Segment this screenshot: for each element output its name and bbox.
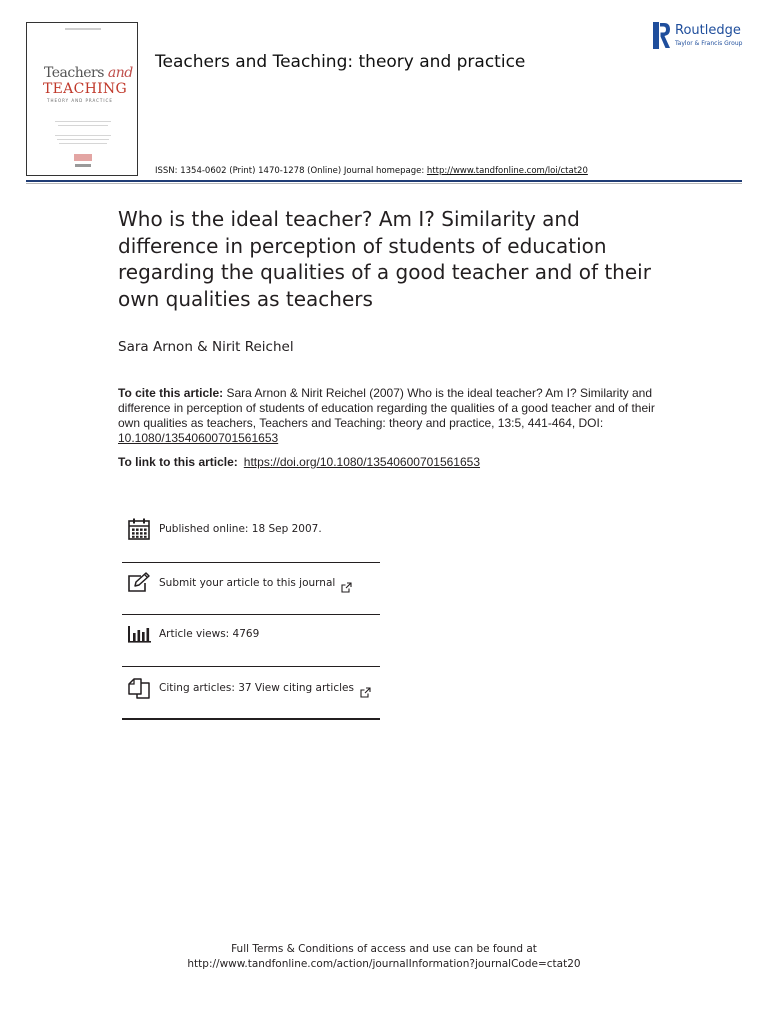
submit-row[interactable] <box>127 570 352 596</box>
external-link-icon <box>360 683 371 694</box>
cover-publisher-logo <box>74 154 92 161</box>
journal-cover-image <box>26 22 138 176</box>
cover-text-line <box>55 121 111 122</box>
cover-text-line <box>57 139 109 140</box>
cover-text-line <box>59 143 107 144</box>
header-divider <box>26 180 742 182</box>
external-link-icon <box>341 578 352 589</box>
cover-text-line <box>58 125 108 126</box>
cover-top-line <box>65 28 101 30</box>
citation-text: Sara Arnon & Nirit Reichel (2007) Who is the ideal teacher? Am I? Similarity and difference in perception of students of education regarding the qualities of a good teacher and of their own qualities as teachers, Teachers and Teaching: theory and practice, 13:5, 441-464, DOI: <box>118 386 655 430</box>
footer-terms-link[interactable]: http://www.tandfonline.com/action/journalInformation?journalCode=ctat20 <box>187 958 581 970</box>
published-date: Published online: 18 Sep 2007. <box>159 523 322 535</box>
cover-title-line2: TEACHING <box>43 81 127 97</box>
journal-homepage-link[interactable]: http://www.tandfonline.com/loi/ctat20 <box>426 166 588 176</box>
cover-title-word: Teachers <box>44 65 108 81</box>
citing-articles-link[interactable]: Citing articles: 37 View citing articles <box>159 682 354 694</box>
cover-title-and: and <box>107 65 133 81</box>
citation-doi-link[interactable]: 10.1080/13540600701561653 <box>118 431 279 445</box>
calendar-icon <box>127 517 151 541</box>
submit-article-link[interactable]: Submit your article to this journal <box>159 577 336 589</box>
article-link-block <box>118 455 480 469</box>
citing-articles-icon <box>127 676 151 700</box>
bar-chart-icon <box>127 622 151 646</box>
article-views: Article views: 4769 <box>159 628 260 640</box>
info-divider <box>122 562 380 563</box>
cover-text-line <box>55 135 111 136</box>
citation-block <box>118 386 678 446</box>
citation-label: To cite this article: <box>118 386 224 400</box>
publisher-logo <box>653 20 753 52</box>
article-title: Who is the ideal teacher? Am I? Similarity and difference in perception of students of education regarding the qualities of a good teacher and of their own qualities as teachers <box>118 207 651 311</box>
journal-title: Teachers and Teaching: theory and practice <box>155 52 526 72</box>
footer <box>0 942 768 972</box>
issn-text: ISSN: 1354-0602 (Print) 1470-1278 (Online) Journal homepage: <box>155 166 427 176</box>
article-authors: Sara Arnon & Nirit Reichel <box>118 339 294 355</box>
header-divider-thin <box>26 183 742 184</box>
info-divider-bottom <box>122 718 380 720</box>
article-doi-link[interactable]: https://doi.org/10.1080/13540600701561653 <box>243 455 481 469</box>
cover-title-line1 <box>44 65 133 81</box>
footer-terms-text: Full Terms & Conditions of access and use can be found at <box>231 943 537 955</box>
edit-icon <box>127 571 151 595</box>
info-divider <box>122 614 380 615</box>
cover-subtitle: THEORY AND PRACTICE <box>47 98 113 103</box>
publisher-name: Routledge <box>675 23 741 38</box>
article-link-label: To link to this article: <box>118 455 238 469</box>
issn-line <box>155 166 588 176</box>
routledge-r-icon <box>653 22 671 49</box>
info-divider <box>122 666 380 667</box>
published-row <box>127 516 322 542</box>
publisher-subtitle: Taylor & Francis Group <box>675 40 743 47</box>
cover-publisher-text <box>75 164 91 167</box>
views-row <box>127 621 259 647</box>
citing-row[interactable] <box>127 675 371 701</box>
